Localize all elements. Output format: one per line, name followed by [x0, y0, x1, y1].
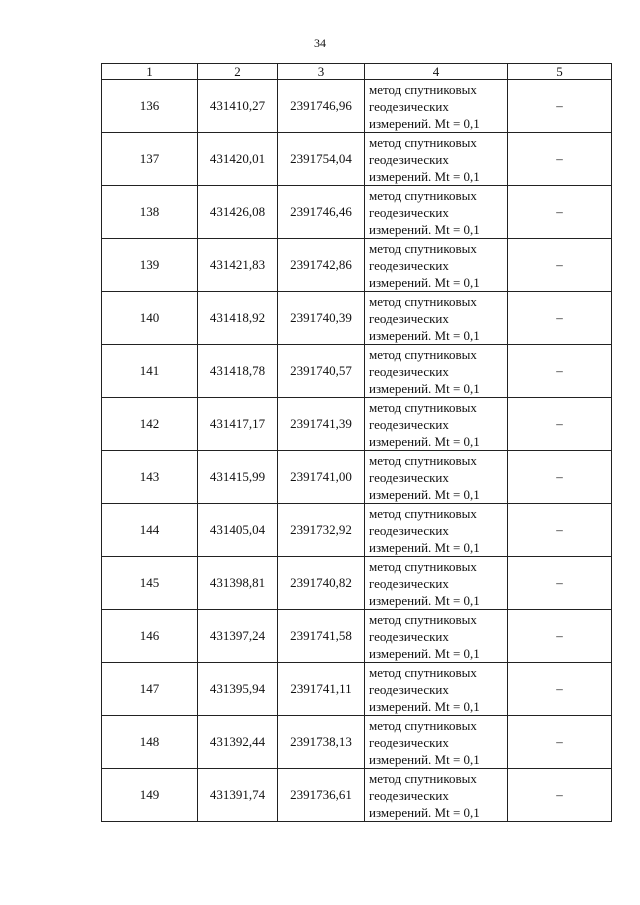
point-number-cell: 138	[102, 186, 198, 239]
point-number-cell: 143	[102, 451, 198, 504]
x-coordinate-cell: 431410,27	[198, 80, 278, 133]
method-line: метод спутниковых	[369, 134, 477, 150]
method-line: геодезических	[369, 734, 449, 750]
method-cell	[365, 504, 508, 557]
table-row	[102, 292, 612, 345]
table-row	[102, 239, 612, 292]
point-number-cell: 149	[102, 769, 198, 822]
method-line: геодезических	[369, 257, 449, 273]
table-row	[102, 663, 612, 716]
point-number-cell: 147	[102, 663, 198, 716]
note-cell: –	[508, 186, 612, 239]
table-row	[102, 769, 612, 822]
note-cell: –	[508, 345, 612, 398]
y-coordinate-cell: 2391732,92	[278, 504, 365, 557]
note-cell: –	[508, 610, 612, 663]
note-cell: –	[508, 663, 612, 716]
method-cell	[365, 451, 508, 504]
y-coordinate-cell: 2391740,57	[278, 345, 365, 398]
method-line: измерений. Mt = 0,1	[369, 115, 480, 131]
x-coordinate-cell: 431398,81	[198, 557, 278, 610]
y-coordinate-cell: 2391741,11	[278, 663, 365, 716]
table-row	[102, 504, 612, 557]
table-row	[102, 557, 612, 610]
y-coordinate-cell: 2391746,96	[278, 80, 365, 133]
method-line: метод спутниковых	[369, 399, 477, 415]
method-cell	[365, 80, 508, 133]
method-line: измерений. Mt = 0,1	[369, 274, 480, 290]
method-line: геодезических	[369, 151, 449, 167]
method-line: измерений. Mt = 0,1	[369, 539, 480, 555]
point-number-cell: 142	[102, 398, 198, 451]
x-coordinate-cell: 431420,01	[198, 133, 278, 186]
note-cell: –	[508, 451, 612, 504]
method-cell	[365, 345, 508, 398]
method-line: геодезических	[369, 98, 449, 114]
method-cell	[365, 769, 508, 822]
table-row	[102, 345, 612, 398]
method-cell	[365, 133, 508, 186]
method-line: измерений. Mt = 0,1	[369, 804, 480, 820]
y-coordinate-cell: 2391754,04	[278, 133, 365, 186]
method-line: измерений. Mt = 0,1	[369, 433, 480, 449]
note-cell: –	[508, 398, 612, 451]
page-number: 34	[314, 36, 326, 50]
note-cell: –	[508, 557, 612, 610]
method-line: измерений. Mt = 0,1	[369, 221, 480, 237]
x-coordinate-cell: 431418,92	[198, 292, 278, 345]
table-row	[102, 80, 612, 133]
method-line: геодезических	[369, 628, 449, 644]
x-coordinate-cell: 431391,74	[198, 769, 278, 822]
method-cell	[365, 292, 508, 345]
point-number-cell: 136	[102, 80, 198, 133]
method-cell	[365, 186, 508, 239]
note-cell: –	[508, 716, 612, 769]
x-coordinate-cell: 431395,94	[198, 663, 278, 716]
note-cell: –	[508, 239, 612, 292]
point-number-cell: 148	[102, 716, 198, 769]
table-row	[102, 398, 612, 451]
table-row	[102, 133, 612, 186]
method-line: измерений. Mt = 0,1	[369, 380, 480, 396]
method-line: метод спутниковых	[369, 558, 477, 574]
method-line: метод спутниковых	[369, 505, 477, 521]
method-line: измерений. Mt = 0,1	[369, 645, 480, 661]
y-coordinate-cell: 2391746,46	[278, 186, 365, 239]
method-line: измерений. Mt = 0,1	[369, 698, 480, 714]
x-coordinate-cell: 431421,83	[198, 239, 278, 292]
method-line: метод спутниковых	[369, 452, 477, 468]
method-cell	[365, 557, 508, 610]
method-line: геодезических	[369, 310, 449, 326]
method-line: метод спутниковых	[369, 240, 477, 256]
method-line: измерений. Mt = 0,1	[369, 592, 480, 608]
x-coordinate-cell: 431417,17	[198, 398, 278, 451]
table-row	[102, 451, 612, 504]
y-coordinate-cell: 2391741,00	[278, 451, 365, 504]
method-line: геодезических	[369, 787, 449, 803]
column-header: 4	[365, 64, 508, 80]
method-line: геодезических	[369, 363, 449, 379]
method-line: метод спутниковых	[369, 664, 477, 680]
x-coordinate-cell: 431397,24	[198, 610, 278, 663]
y-coordinate-cell: 2391740,82	[278, 557, 365, 610]
method-cell	[365, 663, 508, 716]
method-cell	[365, 716, 508, 769]
y-coordinate-cell: 2391741,39	[278, 398, 365, 451]
method-line: измерений. Mt = 0,1	[369, 751, 480, 767]
y-coordinate-cell: 2391740,39	[278, 292, 365, 345]
x-coordinate-cell: 431405,04	[198, 504, 278, 557]
method-line: геодезических	[369, 416, 449, 432]
point-number-cell: 140	[102, 292, 198, 345]
x-coordinate-cell: 431418,78	[198, 345, 278, 398]
point-number-cell: 139	[102, 239, 198, 292]
method-line: метод спутниковых	[369, 346, 477, 362]
note-cell: –	[508, 80, 612, 133]
method-line: геодезических	[369, 575, 449, 591]
method-line: метод спутниковых	[369, 293, 477, 309]
table-row	[102, 610, 612, 663]
method-line: метод спутниковых	[369, 611, 477, 627]
column-header: 3	[278, 64, 365, 80]
point-number-cell: 144	[102, 504, 198, 557]
method-line: метод спутниковых	[369, 187, 477, 203]
column-header: 2	[198, 64, 278, 80]
note-cell: –	[508, 769, 612, 822]
coordinates-table	[101, 63, 612, 822]
note-cell: –	[508, 504, 612, 557]
method-line: измерений. Mt = 0,1	[369, 486, 480, 502]
method-line: геодезических	[369, 469, 449, 485]
column-header: 5	[508, 64, 612, 80]
table-body	[102, 64, 612, 822]
point-number-cell: 146	[102, 610, 198, 663]
x-coordinate-cell: 431415,99	[198, 451, 278, 504]
table-row	[102, 186, 612, 239]
point-number-cell: 145	[102, 557, 198, 610]
method-line: измерений. Mt = 0,1	[369, 327, 480, 343]
y-coordinate-cell: 2391738,13	[278, 716, 365, 769]
method-line: геодезических	[369, 522, 449, 538]
y-coordinate-cell: 2391741,58	[278, 610, 365, 663]
method-line: геодезических	[369, 681, 449, 697]
y-coordinate-cell: 2391742,86	[278, 239, 365, 292]
method-line: метод спутниковых	[369, 770, 477, 786]
method-cell	[365, 239, 508, 292]
x-coordinate-cell: 431426,08	[198, 186, 278, 239]
column-header: 1	[102, 64, 198, 80]
method-line: метод спутниковых	[369, 81, 477, 97]
x-coordinate-cell: 431392,44	[198, 716, 278, 769]
method-line: измерений. Mt = 0,1	[369, 168, 480, 184]
method-line: метод спутниковых	[369, 717, 477, 733]
method-line: геодезических	[369, 204, 449, 220]
note-cell: –	[508, 133, 612, 186]
method-cell	[365, 398, 508, 451]
y-coordinate-cell: 2391736,61	[278, 769, 365, 822]
point-number-cell: 141	[102, 345, 198, 398]
header-row	[102, 64, 612, 80]
method-cell	[365, 610, 508, 663]
table-row	[102, 716, 612, 769]
note-cell: –	[508, 292, 612, 345]
point-number-cell: 137	[102, 133, 198, 186]
